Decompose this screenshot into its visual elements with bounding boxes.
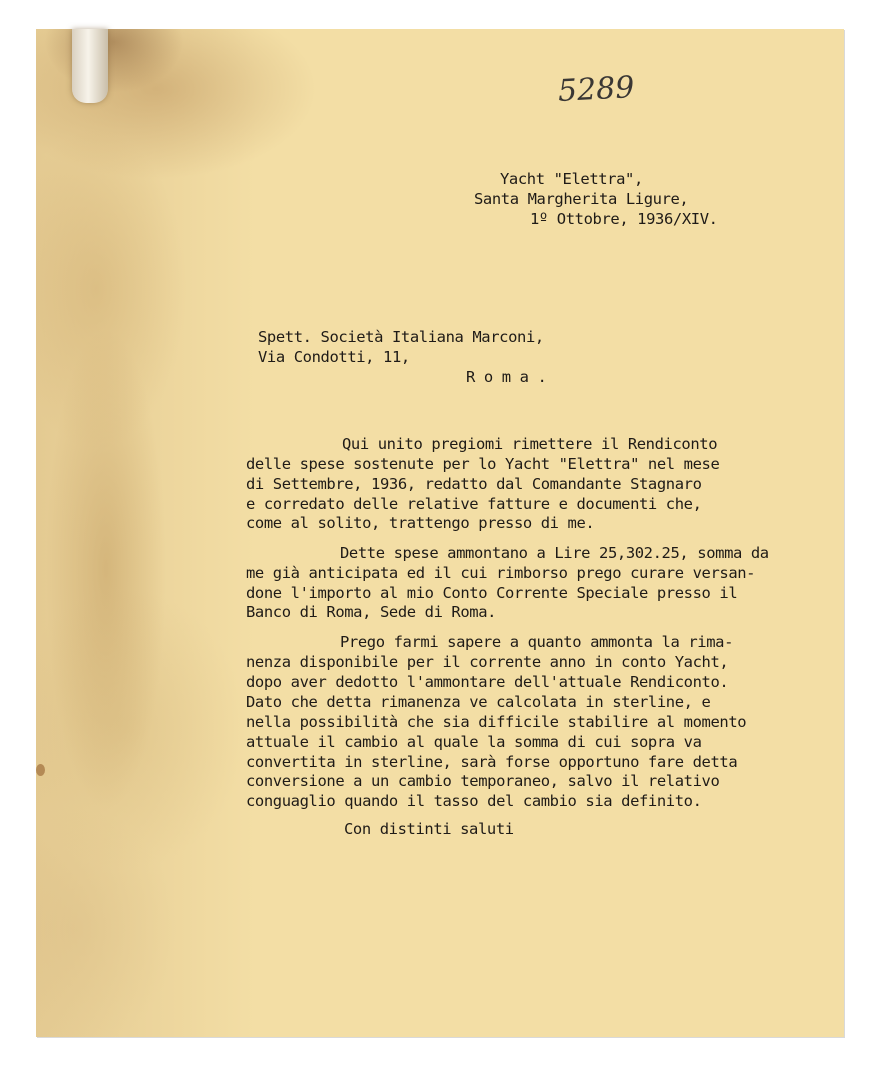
paragraph-line: conguaglio quando il tasso del cambio sia definito. xyxy=(246,792,702,810)
paragraph-line: attuale il cambio al quale la somma di cui sopra va xyxy=(246,733,702,751)
recipient-city: R o m a . xyxy=(466,368,547,386)
paragraph-line: di Settembre, 1936, redatto dal Comandante Stagnaro xyxy=(246,475,702,493)
paragraph-line: Dette spese ammontano a Lire 25,302.25, somma da xyxy=(340,544,769,562)
paragraph-line: convertita in sterline, sarà forse opportuno fare detta xyxy=(246,753,738,771)
paragraph-line: conversione a un cambio temporaneo, salvo il relativo xyxy=(246,772,720,790)
recipient-name: Spett. Società Italiana Marconi, xyxy=(258,328,544,346)
paper-clip-icon xyxy=(72,29,108,103)
stain-mark xyxy=(36,764,45,776)
paragraph-line: me già anticipata ed il cui rimborso prego curare versan- xyxy=(246,564,756,582)
paragraph-line: delle spese sostenute per lo Yacht "Elettra" nel mese xyxy=(246,455,720,473)
closing-salutation: Con distinti saluti xyxy=(344,820,514,838)
paragraph-line: Qui unito pregiomi rimettere il Rendiconto xyxy=(342,435,718,453)
paragraph-line: dopo aver dedotto l'ammontare dell'attuale Rendiconto. xyxy=(246,673,729,691)
paragraph-line: nella possibilità che sia difficile stabilire al momento xyxy=(246,713,747,731)
paragraph-line: Banco di Roma, Sede di Roma. xyxy=(246,603,497,621)
handwritten-catalog-number: 5289 xyxy=(557,70,636,109)
paragraph-line: done l'importo al mio Conto Corrente Speciale presso il xyxy=(246,584,738,602)
paragraph-line: e corredato delle relative fatture e documenti che, xyxy=(246,495,702,513)
paragraph-line: Dato che detta rimanenza ve calcolata in sterline, e xyxy=(246,693,711,711)
recipient-street: Via Condotti, 11, xyxy=(258,348,410,366)
paragraph-line: come al solito, trattengo presso di me. xyxy=(246,514,595,532)
header-date: 1º Ottobre, 1936/XIV. xyxy=(530,210,718,228)
paragraph-line: nenza disponibile per il corrente anno in conto Yacht, xyxy=(246,653,729,671)
header-place: Santa Margherita Ligure, xyxy=(474,190,689,208)
paragraph-line: Prego farmi sapere a quanto ammonta la rima- xyxy=(340,633,733,651)
header-yacht: Yacht "Elettra", xyxy=(500,170,643,188)
